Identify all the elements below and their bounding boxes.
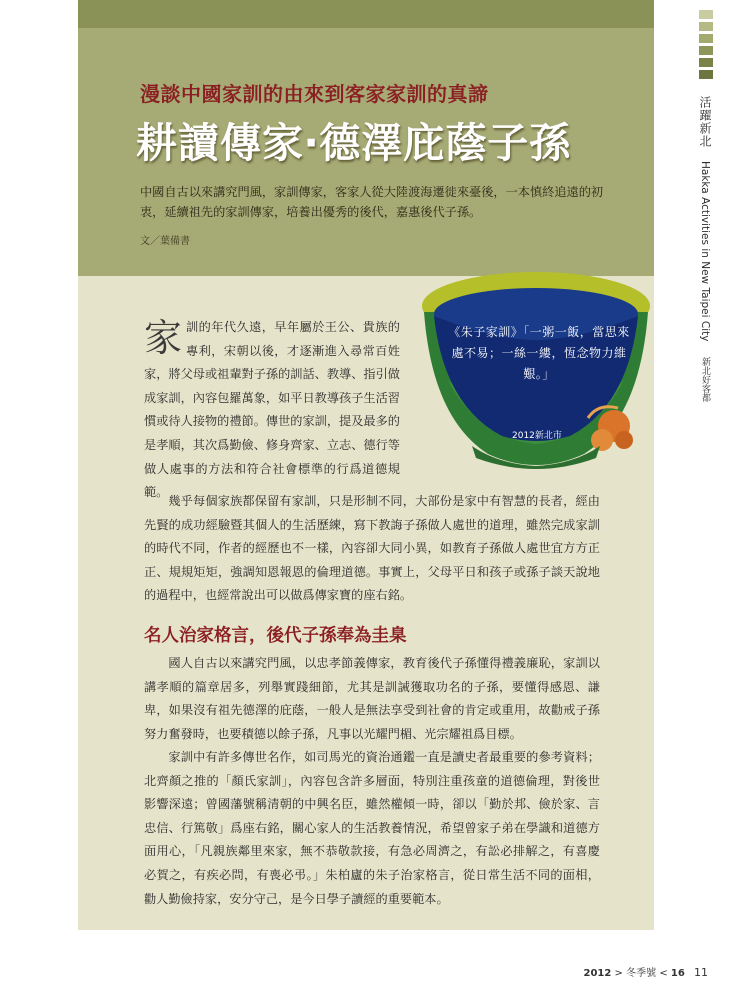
footer-sep-left: >	[614, 968, 623, 979]
sidebar-color-blocks	[699, 10, 713, 82]
page-footer	[584, 964, 708, 979]
footer-issue-no: 16	[670, 968, 685, 979]
color-block	[699, 70, 713, 79]
footer-year: 2012	[583, 968, 612, 979]
article-title: 耕讀傳家‧德澤庇蔭子孫	[136, 119, 572, 167]
color-block	[699, 22, 713, 31]
sidebar-sub: 新北好客都	[700, 356, 710, 402]
footer-issue: 冬季號	[626, 968, 657, 979]
sidebar-cn-title: 活躍新北	[698, 96, 712, 148]
article-intro: 中國自古以來講究門風，家訓傳家，客家人從大陸渡海遷徙來臺後，一本慎終追遠的初衷，延續祖先的家訓傳家，培養出優秀的後代，嘉惠後代子孫。	[140, 185, 604, 219]
bowl-quote: 《朱子家訓》「一粥一飯，當思來處不易；一絲一縷，恆念物力維艱。」	[448, 325, 630, 381]
section-heading: 名人治家格言，後代子孫奉為圭臬	[144, 626, 407, 646]
paragraph-2: 幾乎每個家族都保留有家訓，只是形制不同，大部份是家中有智慧的長者，經由先賢的成功經驗暨其個人的生活歷練，寫下教誨子孫做人處世的道理，雖然完成家訓的時代不同，作者的經歷也不一樣，內容卻大同小異，如教育子孫做人處世宜方方正正、規規矩矩，強調知恩報恩的倫理道德。事實上，父母平日和孩子或孫子談天說地的過程中，也經常說出可以做爲傳家寶的座右銘。	[144, 494, 600, 603]
paragraph-3: 國人自古以來講究門風，以忠孝節義傳家，教育後代子孫懂得禮義廉恥，家訓以講孝順的篇章居多，列舉實踐細節，尤其是訓誡獲取功名的子孫，要懂得感恩、謙卑，如果沒有祖先德澤的庇蔭，一般人是無法享受到社會的肯定或重用，故勸戒子孫努力奮發時，也要積德以餘子孫，凡事以光耀門楣、光宗耀祖爲目標。	[144, 656, 600, 741]
color-block	[699, 46, 713, 55]
article-author: 文／葉備書	[140, 236, 190, 247]
header-strip	[78, 0, 654, 28]
article-subtitle: 漫談中國家訓的由來到客家家訓的真諦	[140, 82, 489, 106]
dropcap: 家	[144, 316, 183, 360]
paragraph-1-text: 訓的年代久遠，早年屬於王公、貴族的專利，宋朝以後，才逐漸進入尋常百姓家，將父母或祖輩對子孫的訓話、教導、指引做成家訓，內容包羅萬象，如平日教導孩子生活習慣或待人接物的禮節。傳世的家訓，提及最多的是孝順，其次爲勤儉、修身齊家、立志、德行等做人處事的方法和符合社會標準的行爲道德規範。	[144, 320, 400, 500]
color-block	[699, 34, 713, 43]
color-block	[699, 58, 713, 67]
page-number: 11	[694, 966, 708, 979]
paragraph-4: 家訓中有許多傳世名作，如司馬光的資治通鑑一直是讀史者最重要的參考資料；北齊顏之推的「顏氏家訓」，內容包含許多層面，特別注重孩童的道德倫理，對後世影響深遠；曾國藩號稱清朝的中興名臣，雖然權傾一時，卻以「勤於邦、儉於家、言忠信、行篤敬」爲座右銘，關心家人的生活教養情況，希望曾家子弟在學識和道德方面用心，「凡親族鄰里來家，無不恭敬款接，有急必周濟之，有訟必排解之，有喜慶必賀之，有疾必問，有喪必弔。」朱柏廬的朱子治家格言，從日常生活不同的面相，勸人勤儉持家，安分守己，是今日學子讀經的重要範本。	[144, 750, 600, 906]
bowl-label: 2012新北市	[512, 431, 562, 441]
sidebar-vertical-text	[696, 96, 715, 402]
sidebar-en-title: Hakka Activities in New Taipei City	[699, 161, 711, 342]
footer-sep-right: <	[659, 968, 668, 979]
paragraph-1	[144, 316, 400, 505]
color-block	[699, 10, 713, 19]
